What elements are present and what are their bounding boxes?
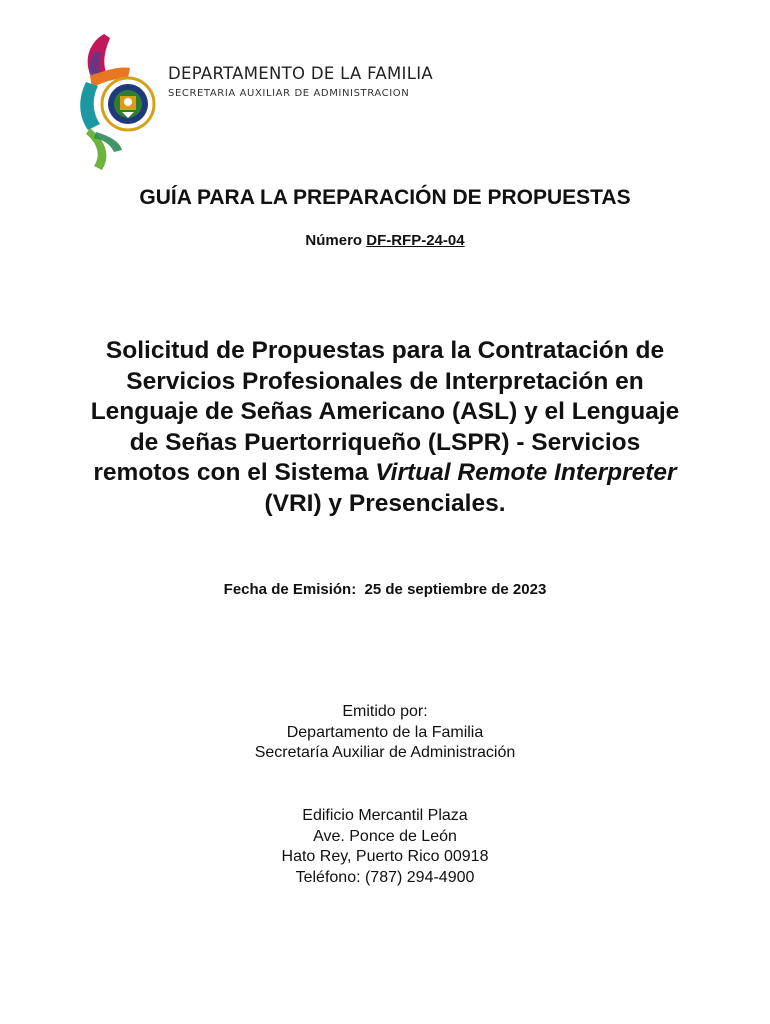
subject-line-text: remotos con el Sistema (93, 459, 376, 486)
subject-line: Solicitud de Propuestas para la Contratación de (105, 337, 665, 364)
subject-line-italic: Virtual Remote Interpreter (375, 459, 677, 486)
subject-line: (VRI) y Presenciales. (264, 489, 506, 517)
document-number-label: Número (305, 232, 367, 249)
document-subject (60, 336, 710, 519)
issuer-label: Emitido por: (342, 703, 428, 720)
subject-line: Lenguaje de Señas Americano (ASL) y el Lenguaje (90, 398, 680, 425)
document-title: GUÍA PARA LA PREPARACIÓN DE PROPUESTAS (139, 186, 631, 209)
subject-line: de Señas Puertorriqueño (LSPR) - Servicios (129, 428, 641, 456)
issuer-unit: Secretaría Auxiliar de Administración (254, 744, 516, 761)
issuer-org: Departamento de la Familia (286, 723, 484, 741)
seal-icon (102, 78, 154, 130)
logo-ribbon-teal (80, 82, 100, 130)
address-phone: Teléfono: (787) 294-4900 (295, 868, 475, 886)
subject-line: Servicios Profesionales de Interpretación en (126, 367, 644, 395)
address-block (0, 806, 770, 888)
subject-line (60, 458, 710, 489)
document-number (0, 232, 770, 249)
address-building: Edificio Mercantil Plaza (302, 807, 468, 824)
issuer-block (0, 702, 770, 764)
department-logo (76, 32, 166, 172)
document-number-value: DF-RFP-24-04 (366, 232, 465, 249)
logo-org-subtitle: SECRETARIA AUXILIAR DE ADMINISTRACION (168, 88, 410, 99)
logo-org-name: DEPARTAMENTO DE LA FAMILIA (168, 64, 433, 83)
emission-date: Fecha de Emisión: 25 de septiembre de 2023 (223, 581, 547, 598)
address-street: Ave. Ponce de León (313, 827, 457, 845)
address-city: Hato Rey, Puerto Rico 00918 (281, 848, 489, 865)
